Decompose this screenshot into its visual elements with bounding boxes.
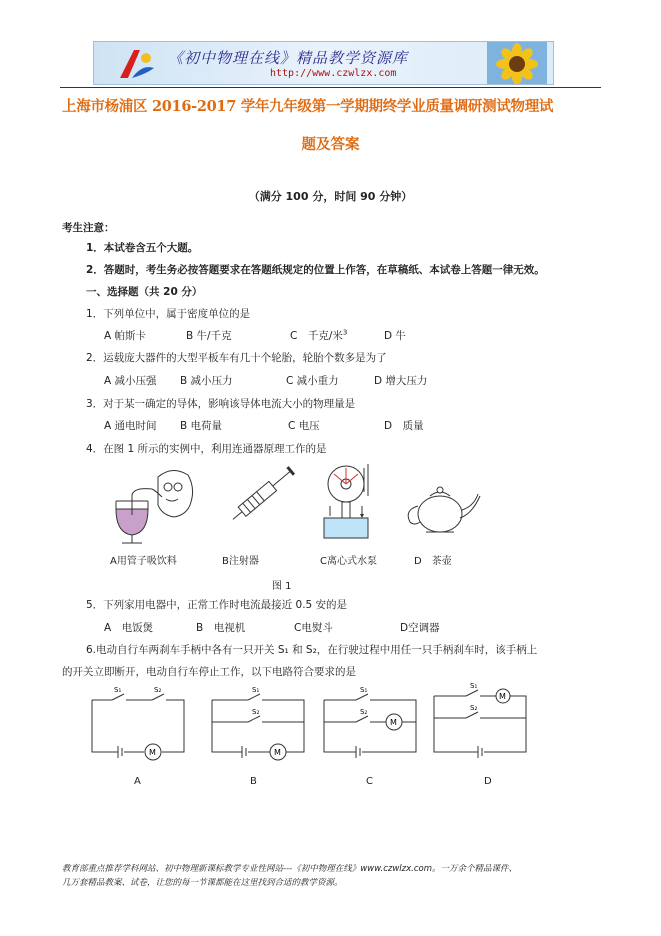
site-logo-icon (116, 46, 158, 82)
q3-option-b: B 电荷量 (180, 420, 223, 432)
q2-option-c: C 减小重力 (286, 375, 339, 387)
q5-option-d: D空调器 (400, 622, 440, 634)
question-6-stem: 6.电动自行车两刹车手柄中各有一只开关 S₁ 和 S₂，在行驶过程中用任一只手柄刹车时，该手柄上 (86, 644, 538, 656)
circuit-label-c: C (366, 776, 373, 787)
question-6-stem-continued: 的开关立即断开，电动自行车停止工作，以下电路符合要求的是 (62, 666, 356, 678)
q3-option-a: A 通电时间 (104, 420, 157, 432)
q4-option-a: A用管子吸饮料 (110, 556, 177, 567)
question-3-stem: 3．对于某一确定的导体，影响该导体电流大小的物理量是 (86, 398, 356, 410)
circuit-diagram-b (208, 686, 308, 766)
page-footer (62, 862, 602, 890)
notice-heading: 考生注意： (62, 222, 115, 234)
circuit-diagram-c (320, 686, 420, 766)
notice-item-2: 2．答题时，考生务必按答题要求在答题纸规定的位置上作答，在草稿纸、本试卷上答题一律无效。 (86, 264, 545, 276)
header-banner (93, 41, 554, 85)
paper-title-continued: 题及答案 (301, 136, 360, 153)
teapot-figure (402, 480, 482, 540)
q4-option-b: B注射器 (222, 556, 259, 567)
circuit-diagram-d (430, 680, 530, 766)
q1-option-b: B 牛/千克 (186, 330, 232, 342)
figure-1-caption: 图 1 (272, 581, 292, 592)
circuit-d-s1-label: S₁ (470, 682, 478, 690)
question-5-stem: 5．下列家用电器中，正常工作时电流最接近 0.5 安的是 (86, 599, 348, 611)
circuit-diagram-a (88, 686, 188, 766)
question-2-stem: 2．运载庞大器件的大型平板车有几十个轮胎，轮胎个数多是为了 (86, 352, 387, 364)
circuit-b-s2-label: S₂ (252, 708, 260, 716)
q5-option-a: A 电饭煲 (104, 622, 154, 634)
circuit-c-s1-label: S₁ (360, 686, 368, 694)
circuit-b-s1-label: S₁ (252, 686, 260, 694)
circuit-label-b: B (250, 776, 257, 787)
header-divider (60, 87, 601, 88)
q3-option-c: C 电压 (288, 420, 320, 432)
q4-option-c: C离心式水泵 (320, 556, 377, 567)
banner-title: 《初中物理在线》精品教学资源库 (168, 49, 409, 67)
circuit-a-s2-label: S₂ (154, 686, 162, 694)
syringe-figure (222, 460, 302, 530)
footer-line-1: 教育部重点推荐学科网站、初中物理新课标教学专业性网站---《初中物理在线》www.czwlzx.com。一万余个精品课件、 (62, 864, 518, 874)
q2-option-b: B 减小压力 (180, 375, 233, 387)
circuit-c-s2-label: S₂ (360, 708, 368, 716)
notice-item-1: 1．本试卷含五个大题。 (86, 242, 199, 254)
circuit-d-motor-label: M (499, 692, 506, 701)
banner-url[interactable]: http://www.czwlzx.com (270, 68, 397, 79)
score-note: （满分 100 分，时间 90 分钟） (248, 190, 413, 203)
q1-option-c-label: C 千克/米 (290, 330, 343, 342)
q3-option-d: D 质量 (384, 420, 424, 432)
footer-line-2: 几万套精品教案、试卷，让您的每一节课都能在这里找到合适的教学资源。 (62, 878, 343, 888)
q2-option-d: D 增大压力 (374, 375, 428, 387)
q2-option-a: A 减小压强 (104, 375, 157, 387)
question-4-stem: 4．在图 1 所示的实例中，利用连通器原理工作的是 (86, 443, 327, 455)
q5-option-c: C电熨斗 (294, 622, 333, 634)
question-1-stem: 1．下列单位中，属于密度单位的是 (86, 308, 251, 320)
circuit-a-motor-label: M (149, 748, 156, 757)
q1-option-a: A 帕斯卡 (104, 330, 147, 342)
section-heading: 一、选择题（共 20 分） (86, 286, 203, 298)
q5-option-b: B 电视机 (196, 622, 246, 634)
paper-title: 上海市杨浦区 2016-2017 学年九年级第一学期期终学业质量调研测试物理试 (62, 98, 554, 115)
circuit-label-d: D (484, 776, 492, 787)
q1-option-c (290, 328, 347, 343)
circuit-b-motor-label: M (274, 748, 281, 757)
circuit-d-s2-label: S₂ (470, 704, 478, 712)
circuit-label-a: A (134, 776, 141, 787)
centrifugal-pump-figure (320, 462, 380, 542)
q4-option-d: D 茶壶 (414, 556, 452, 567)
drinking-straw-figure (110, 465, 200, 545)
q1-option-d: D 牛 (384, 330, 406, 342)
q1-option-c-exponent: 3 (342, 328, 348, 337)
circuit-c-motor-label: M (390, 718, 397, 727)
sunflower-icon (487, 42, 547, 85)
circuit-a-s1-label: S₁ (114, 686, 122, 694)
